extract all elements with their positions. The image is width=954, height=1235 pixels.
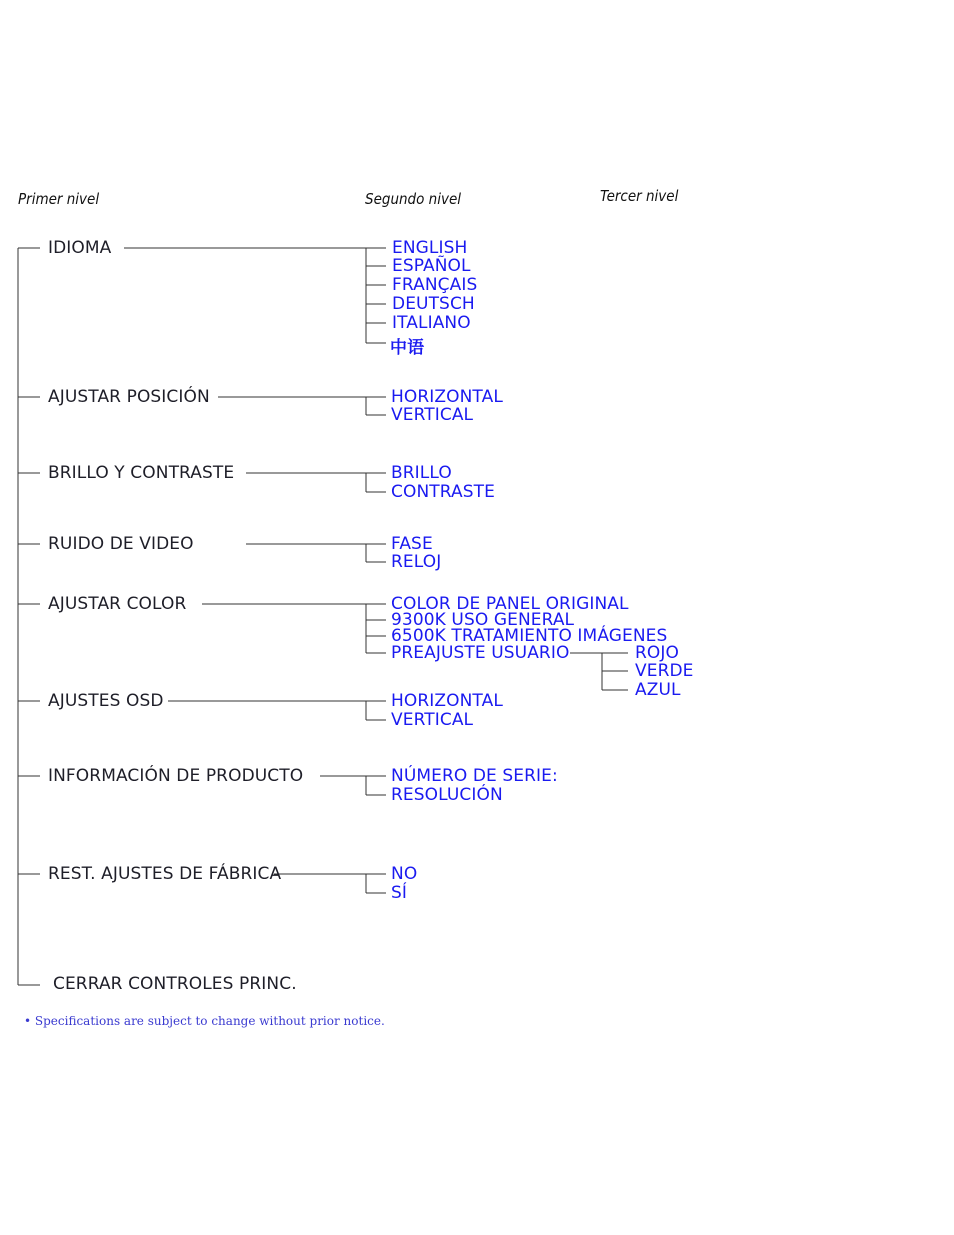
submenu-item-preajuste-usuario: PREAJUSTE USUARIO (391, 643, 570, 663)
submenu-item-resolucion: RESOLUCIÓN (391, 785, 503, 805)
submenu-item-brillo: BRILLO (391, 463, 452, 483)
submenu-item-fase: FASE (391, 534, 433, 554)
submenu-item-italiano: ITALIANO (392, 313, 471, 333)
subsubmenu-item-azul: AZUL (635, 680, 681, 700)
menu-item-ajustar-color: AJUSTAR COLOR (48, 594, 187, 614)
submenu-item-vertical: VERTICAL (391, 405, 474, 425)
submenu-item-deutsch: DEUTSCH (392, 294, 475, 314)
submenu-item-espanol: ESPAÑOL (392, 256, 471, 276)
menu-item-ajustar-posicion: AJUSTAR POSICIÓN (48, 387, 210, 407)
header-tercer-nivel: Tercer nivel (600, 187, 679, 205)
submenu-item-color-panel-original: COLOR DE PANEL ORIGINAL (391, 594, 629, 614)
submenu-item-francais: FRANÇAIS (392, 275, 478, 295)
submenu-item-no: NO (391, 864, 418, 884)
submenu-item-english: ENGLISH (392, 238, 468, 258)
submenu-item-chinese: 中语 (390, 338, 425, 358)
menu-item-idioma: IDIOMA (48, 238, 112, 258)
submenu-item-osd-vertical: VERTICAL (391, 710, 474, 730)
menu-item-ajustes-osd: AJUSTES OSD (48, 691, 164, 711)
footnote: • Specifications are subject to change without prior notice. (24, 1014, 385, 1028)
submenu-item-contraste: CONTRASTE (391, 482, 495, 502)
submenu-item-horizontal: HORIZONTAL (391, 387, 503, 407)
submenu-item-osd-horizontal: HORIZONTAL (391, 691, 503, 711)
menu-item-informacion-producto: INFORMACIÓN DE PRODUCTO (48, 766, 304, 786)
subsubmenu-item-rojo: ROJO (635, 643, 679, 663)
menu-item-ruido-de-video: RUIDO DE VIDEO (48, 534, 194, 554)
submenu-item-si: SÍ (391, 883, 408, 903)
submenu-item-reloj: RELOJ (391, 552, 442, 572)
menu-item-brillo-contraste: BRILLO Y CONTRASTE (48, 463, 235, 483)
submenu-item-9300k: 9300K USO GENERAL (391, 610, 575, 630)
header-segundo-nivel: Segundo nivel (365, 190, 462, 208)
subsubmenu-item-verde: VERDE (635, 661, 694, 681)
submenu-item-6500k: 6500K TRATAMIENTO IMÁGENES (391, 626, 668, 646)
menu-item-rest-ajustes-fabrica: REST. AJUSTES DE FÁBRICA (48, 864, 282, 884)
menu-item-cerrar-controles: CERRAR CONTROLES PRINC. (53, 974, 297, 994)
submenu-item-numero-de-serie: NÚMERO DE SERIE: (391, 766, 558, 786)
header-primer-nivel: Primer nivel (18, 190, 100, 208)
